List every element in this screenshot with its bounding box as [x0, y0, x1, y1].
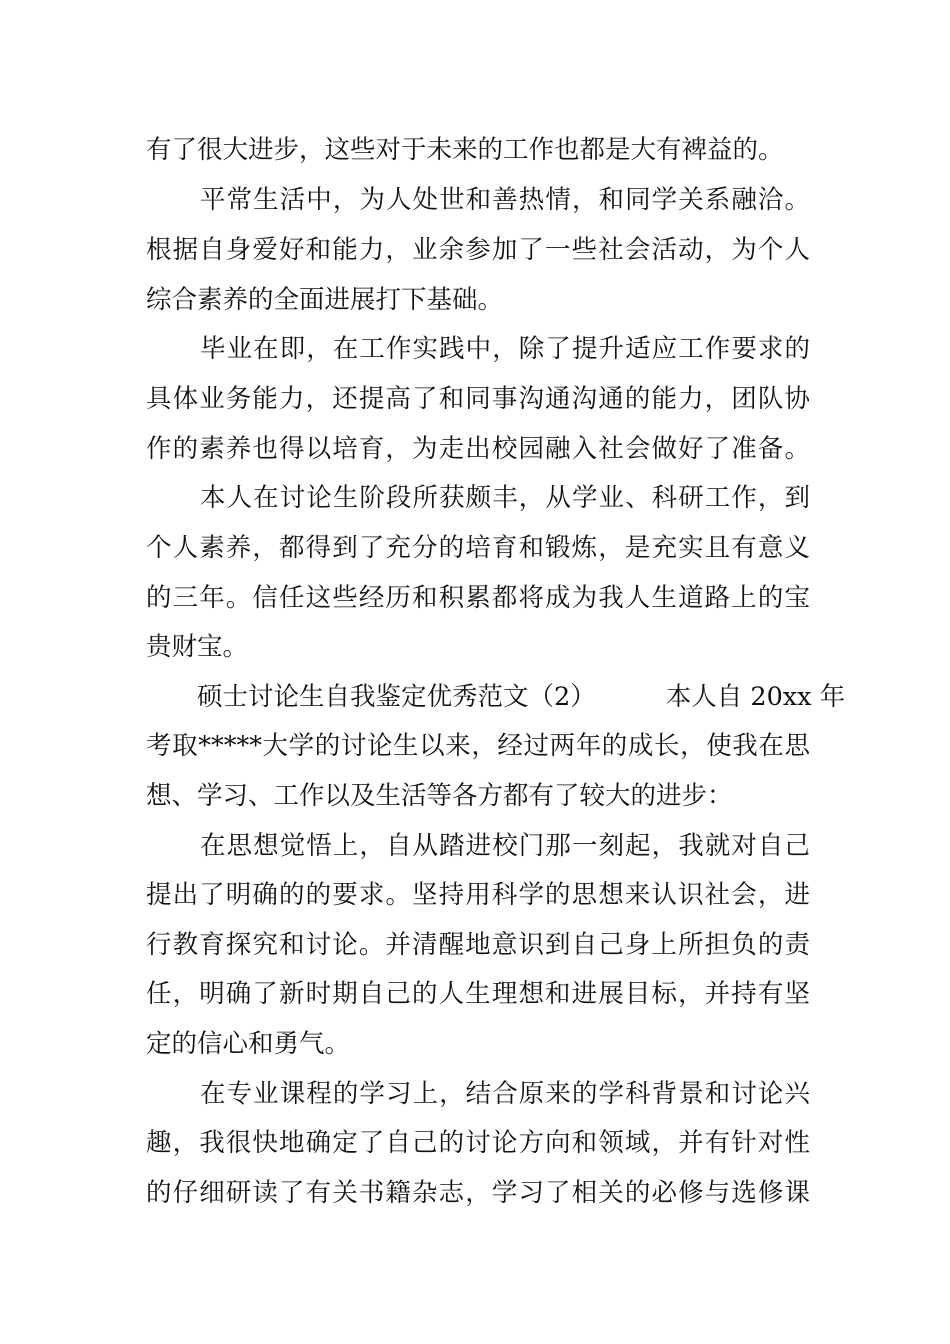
paragraph-line: 毕业在即，在工作实践中，除了提升适应工作要求的	[200, 334, 810, 364]
paragraph-line: 想、学习、工作以及生活等各方都有了较大的进步：	[146, 781, 733, 811]
paragraph-line: 本人在讨论生阶段所获颇丰，从学业、科研工作，到	[200, 483, 810, 513]
paragraph-line: 在思想觉悟上，自从踏进校门那一刻起，我就对自己	[200, 831, 810, 861]
paragraph-line: 的仔细研读了有关书籍杂志，学习了相关的必修与选修课	[146, 1178, 810, 1208]
paragraph-line: 有了很大进步，这些对于未来的工作也都是大有裨益的。	[146, 135, 784, 165]
paragraph-line: 平常生活中，为人处世和善热情，和同学关系融洽。	[200, 185, 810, 215]
paragraph-line: 任，明确了新时期自己的人生理想和进展目标，并持有坚	[146, 979, 810, 1009]
paragraph-line: 根据自身爱好和能力，业余参加了一些社会活动，为个人	[146, 235, 810, 265]
section-heading: 硕士讨论生自我鉴定优秀范文（2）	[197, 682, 596, 712]
paragraph-line: 综合素养的全面进展打下基础。	[146, 285, 504, 315]
paragraph-line: 考取*****大学的讨论生以来，经过两年的成长，使我在思	[146, 731, 810, 761]
paragraph-line: 行教育探究和讨论。并清醒地意识到自己身上所担负的责	[146, 930, 810, 960]
paragraph-line: 趣，我很快地确定了自己的讨论方向和领域，并有针对性	[146, 1128, 810, 1158]
paragraph-line: 在专业课程的学习上，结合原来的学科背景和讨论兴	[200, 1079, 810, 1109]
paragraph-line: 提出了明确的的要求。坚持用科学的思想来认识社会，进	[146, 880, 810, 910]
section-heading-line	[197, 677, 846, 717]
paragraph-line: 贵财宝。	[146, 632, 249, 662]
paragraph-line: 作的素养也得以培育，为走出校园融入社会做好了准备。	[146, 434, 810, 464]
paragraph-line: 定的信心和勇气。	[146, 1029, 351, 1059]
paragraph-line: 个人素养，都得到了充分的培育和锻炼，是充实且有意义	[146, 533, 810, 563]
paragraph-line: 具体业务能力，还提高了和同事沟通沟通的能力，团队协	[146, 384, 810, 414]
paragraph-line-start: 本人自 20xx 年	[665, 682, 846, 712]
paragraph-line: 的三年。信任这些经历和积累都将成为我人生道路上的宝	[146, 583, 810, 613]
